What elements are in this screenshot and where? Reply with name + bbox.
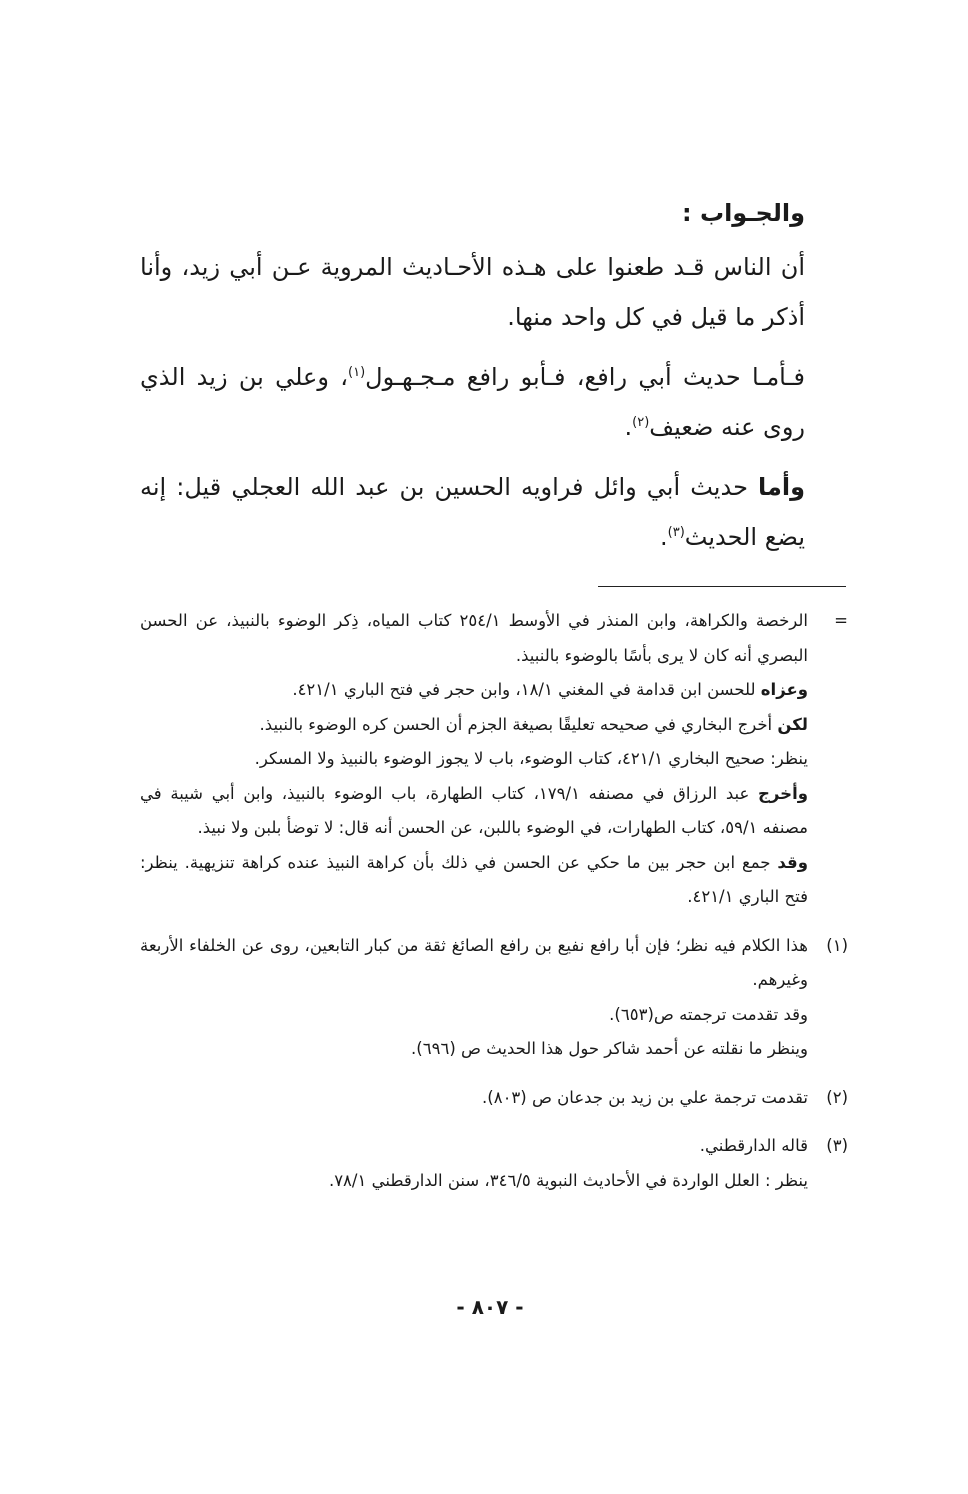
footnote-2 [140,1081,848,1116]
footnote-number: (١) [826,935,848,955]
footnote-line: قاله الدارقطني. [699,1136,808,1155]
paragraph-3 [140,462,805,562]
continuation-mark: = [834,611,848,630]
footnote-line: وقد تقدمت ترجمته ص(٦٥٣). [609,1004,808,1024]
footnote-number: (٣) [826,1136,848,1155]
page-number: - ٨٠٧ - [456,1295,524,1319]
paragraph-1-text: أن الناس قـد طعنوا على هـذه الأحـاديث المروية عـن أبي زيد، وأنا أذكر ما قيل في كل واحد منها. [140,253,805,331]
footnote-separator [598,586,846,587]
footnote-3 [140,1129,848,1198]
footnote-line: تقدمت ترجمة علي بن زيد بن جدعان ص (٨٠٣). [482,1087,808,1107]
footnote-ref-1: (١) [348,365,366,380]
continuation-line: ينظر: صحيح البخاري ٤٢١/١، كتاب الوضوء، باب لا يجوز الوضوء بالنبيذ ولا المسكر. [254,749,808,768]
footnotes [140,604,848,1198]
continuation-line: لكن أخرج البخاري في صحيحه تعليقًا بصيغة الجزم أن الحسن كره الوضوء بالنبيذ. [259,714,808,734]
footnote-line: وينظر ما نقلته عن أحمد شاكر حول هذا الحديث ص (٦٩٦). [411,1039,808,1058]
paragraph-3-text: حديث أبي وائل فراويه الحسين بن عبد الله العجلي قيل: إنه يضع الحديث [140,473,805,551]
footnote-continuation [140,604,848,915]
continuation-line: وعزاه للحسن ابن قدامة في المغني ١٨/١، وابن حجر في فتح الباري ٤٢١/١. [292,680,808,699]
footnote-line: هذا الكلام فيه نظر؛ فإن أبا رافع نفيع بن رافع الصائغ ثقة من كبار التابعين، روى عن الخلفاء الأربعة وغيرهم. [140,935,808,989]
footnote-1 [140,929,848,1067]
footnote-number: (٢) [826,1087,848,1107]
paragraph-3-end: . [660,523,668,551]
main-text [140,188,805,572]
paragraph-2-text-a: فـأمـا حديث أبي رافع، فـأبو رافع مـجـهـول [365,363,805,391]
paragraph-2-text-b: ، وعلي بن زيد الذي روى عنه ضعيف [140,363,805,441]
paragraph-2-end: . [624,413,633,441]
continuation-line: وأخرج عبد الرزاق في مصنفه ١٧٩/١، كتاب الطهارة، باب الوضوء بالنبيذ، وابن أبي شيبة في مصنفه ٥٩/١، كتاب الطهارات، في الوضوء باللبن، عن الحسن أنه قال: لا توضأ بلبن ولا نبيذ. [140,783,808,837]
paragraph-3-lead: وأما [757,473,805,501]
section-heading: والجـواب : [682,199,805,227]
continuation-line: وقد جمع ابن حجر بين ما حكي عن الحسن في ذلك بأن كراهة النبيذ عنده كراهة تنزيهية. ينظر: فتح الباري ٤٢١/١. [140,852,808,906]
paragraph-1 [140,242,805,342]
footnote-ref-2: (٢) [632,415,650,430]
footnote-line: ينظر : العلل الواردة في الأحاديث النبوية ٣٤٦/٥، سنن الدارقطني ٧٨/١. [328,1170,808,1190]
footnote-ref-3: (٣) [667,525,685,540]
paragraph-2 [140,352,805,452]
continuation-line: الرخصة والكراهة، وابن المنذر في الأوسط ٢٥٤/١ كتاب المياه، ذِكر الوضوء بالنبيذ، عن الحسن البصري أنه كان لا يرى بأسًا بالوضوء بالنبيذ. [140,611,808,665]
